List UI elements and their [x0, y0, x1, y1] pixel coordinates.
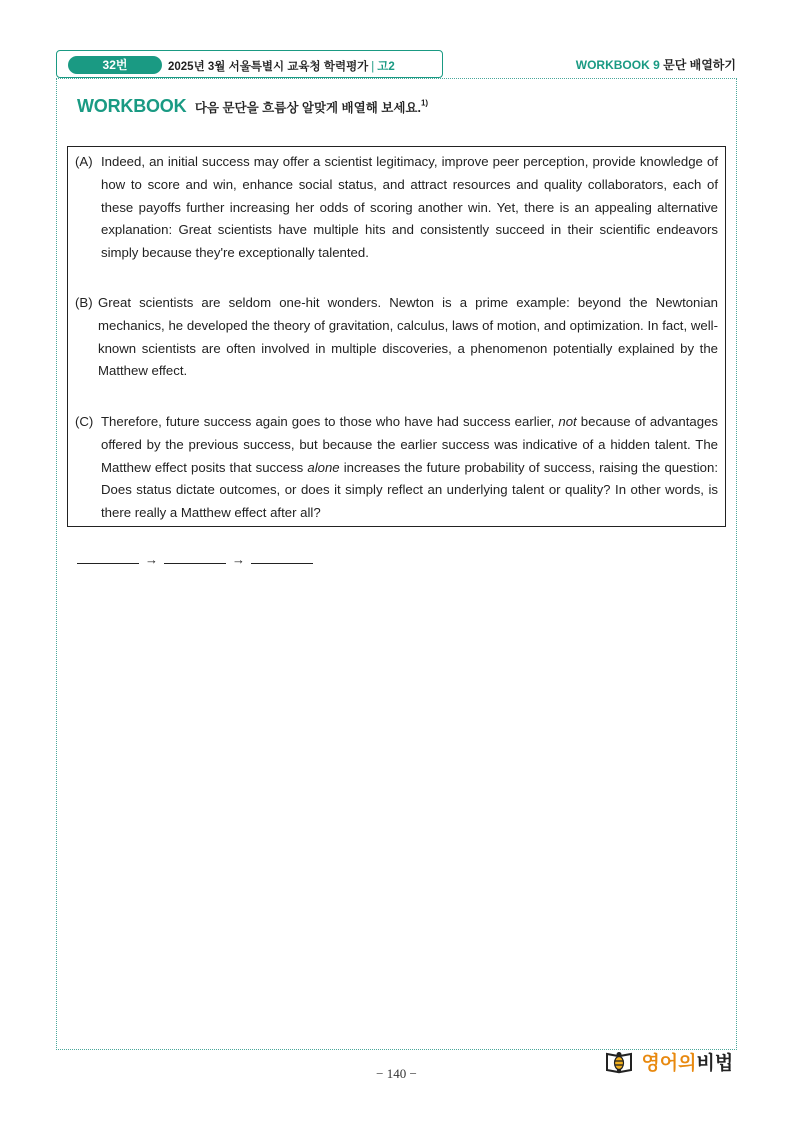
paragraph-c-label: (C)	[75, 414, 94, 429]
paragraph-b-text: Great scientists are seldom one-hit wonders. Newton is a prime example: beyond the Newtonian mechanics, he developed the theory of gravitation, calculus, laws of motion, and optimization. In fact, well-known scientists are often involved in multiple discoveries, a phenomenon potentially explained by the Matthew effect.	[98, 295, 718, 379]
instruction	[77, 96, 428, 117]
paragraph-c-emphasis-not: not	[558, 414, 577, 429]
footnote-mark: 1)	[420, 98, 429, 108]
instruction-text: 다음 문단을 흐름상 알맞게 배열해 보세요.	[194, 101, 421, 115]
paragraph-b	[75, 292, 718, 383]
paragraph-a-text: Indeed, an initial success may offer a scientist legitimacy, improve peer perception, provide knowledge of how to score and win, enhance social status, and attract resources and quality collaborators, each of these payoffs further increasing her odds of scoring another win. Yet, there is an appealing alternative explanation: Great scientists have multiple hits and consistently succeed in their scientific endeavors simply because they're exceptionally talented.	[101, 154, 718, 261]
answer-blank-3[interactable]	[251, 551, 313, 564]
workbook-topic: 문단 배열하기	[663, 58, 736, 72]
paragraph-c-text-part: because of advantages offered by the previous success, but because the earlier success was indicative of a hidden talent. The Matthew effect posits that success	[101, 414, 719, 475]
answer-order	[77, 551, 313, 567]
answer-blank-1[interactable]	[77, 551, 139, 564]
exam-info-text: 2025년 3월 서울특별시 교육청 학력평가	[168, 61, 369, 73]
logo-text-part1: 영어의	[641, 1053, 697, 1074]
paragraph-b-label: (B)	[75, 295, 93, 310]
paragraph-a	[75, 151, 718, 265]
exam-info-separator: |	[371, 61, 375, 73]
paragraph-c-text-part: increases the future probability of success, raising the question: Does status dictate outcomes, or does it simply reflect an underlying talent or quality? In other words, is there really a Matthew effect after all?	[101, 459, 718, 521]
logo-text-part2: 비법	[696, 1053, 734, 1074]
page-number: − 140 −	[376, 1066, 417, 1081]
workbook-title	[576, 56, 736, 73]
paragraph-c	[75, 411, 718, 525]
paragraph-c-text-part: Therefore, future success again goes to those who have had success earlier,	[101, 414, 559, 429]
paragraph-c-text	[101, 411, 718, 525]
answer-blank-2[interactable]	[164, 551, 226, 564]
grade-label: 고2	[377, 61, 395, 73]
question-number-badge: 32번	[68, 56, 162, 74]
exam-info	[168, 58, 395, 74]
instruction-label: WORKBOOK	[77, 96, 187, 116]
paragraph-a-label: (A)	[75, 154, 93, 169]
arrow-icon: →	[145, 552, 158, 567]
paragraph-c-emphasis-alone: alone	[307, 459, 340, 475]
arrow-icon: →	[232, 552, 245, 567]
workbook-number: WORKBOOK 9	[575, 58, 660, 72]
